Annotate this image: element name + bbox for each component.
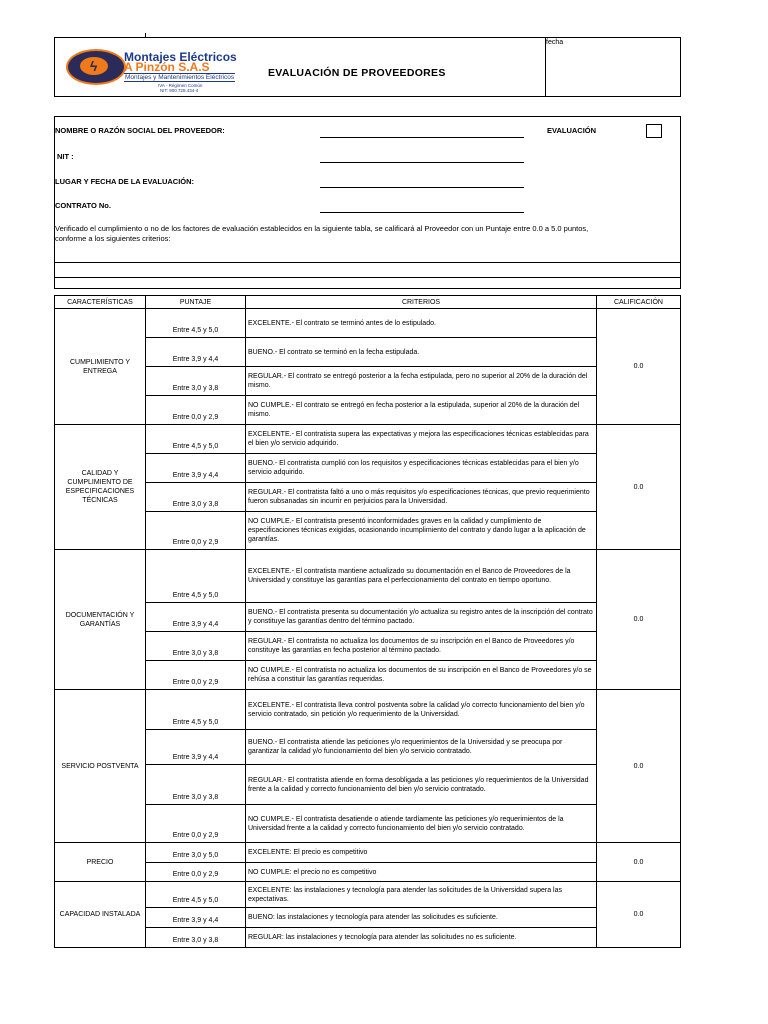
puntaje-cell: Entre 4,5 y 5,0 [146, 882, 246, 908]
criterio-cell: NO CUMPLE: el precio no es competitivo [246, 863, 597, 882]
company-tagline: Montajes y Mantenimientos Eléctricos [125, 74, 235, 81]
lightning-bolt-icon: ϟ [90, 58, 98, 74]
evaluation-score-box[interactable] [646, 124, 662, 138]
provider-name-field[interactable] [320, 137, 524, 138]
criterio-cell: NO CUMPLE.- El contrato se entregó en fecha posterior a la estipulada, superior al 20% de la duración del mismo. [246, 396, 597, 425]
page-title: EVALUACIÓN DE PROVEEDORES [268, 67, 446, 79]
score-documentacion[interactable]: 0.0 [597, 550, 681, 690]
criterio-cell: REGULAR: las instalaciones y tecnología para atender las solicitudes no es suficiente. [246, 928, 597, 948]
header-criterios: CRITERIOS [246, 296, 597, 309]
puntaje-cell: Entre 4,5 y 5,0 [146, 550, 246, 603]
criterio-cell: EXCELENTE.- El contrato se terminó antes de lo estipulado. [246, 309, 597, 338]
score-cumplimiento[interactable]: 0.0 [597, 309, 681, 425]
puntaje-cell: Entre 3,0 y 3,8 [146, 483, 246, 512]
puntaje-cell: Entre 3,9 y 4,4 [146, 908, 246, 928]
evaluation-table [54, 295, 681, 948]
puntaje-cell: Entre 3,0 y 5,0 [146, 843, 246, 863]
puntaje-cell: Entre 3,0 y 3,8 [146, 765, 246, 805]
fecha-label: fecha [546, 39, 564, 46]
score-capacidad[interactable]: 0.0 [597, 882, 681, 948]
criterio-cell: BUENO: las instalaciones y tecnología para atender las solicitudes es suficiente. [246, 908, 597, 928]
criterio-cell: EXCELENTE: El precio es competitivo [246, 843, 597, 863]
puntaje-cell: Entre 0,0 y 2,9 [146, 512, 246, 550]
company-name-line2: A Pinzón S.A.S [124, 60, 210, 74]
contract-field[interactable] [320, 212, 524, 213]
category-precio: PRECIO [55, 843, 146, 882]
puntaje-cell: Entre 0,0 y 2,9 [146, 805, 246, 843]
puntaje-cell: Entre 4,5 y 5,0 [146, 425, 246, 454]
score-postventa[interactable]: 0.0 [597, 690, 681, 843]
place-date-field[interactable] [320, 187, 524, 188]
criterio-cell: EXCELENTE.- El contratista lleva control postventa sobre la calidad y/o correcto funcionamiento del bien y/o servicio contratado, sin petición y/o requerimiento de la Universidad. [246, 690, 597, 730]
criterio-cell: BUENO.- El contratista presenta su documentación y/o actualiza su registro antes de la inscripción del contrato y constituye las garantías dentro del término pactado. [246, 603, 597, 632]
category-cumplimiento: CUMPLIMIENTO Y ENTREGA [55, 309, 146, 425]
criterio-cell: EXCELENTE.- El contratista supera las expectativas y mejora las especificaciones técnicas establecidas para el bien y/o servicio adquirido. [246, 425, 597, 454]
score-precio[interactable]: 0.0 [597, 843, 681, 882]
header-puntaje: PUNTAJE [146, 296, 246, 309]
puntaje-cell: Entre 3,9 y 4,4 [146, 338, 246, 367]
criterio-cell: BUENO.- El contrato se terminó en la fecha estipulada. [246, 338, 597, 367]
puntaje-cell: Entre 0,0 y 2,9 [146, 396, 246, 425]
criterio-cell: NO CUMPLE.- El contratista presentó inconformidades graves en la calidad y cumplimiento de especificaciones técnicas exigidas, ocasionando incumplimiento del contrato y dando lugar a la aplicación de garantías. [246, 512, 597, 550]
header-caracteristicas: CARACTERÍSTICAS [55, 296, 146, 309]
puntaje-cell: Entre 4,5 y 5,0 [146, 309, 246, 338]
criterio-cell: EXCELENTE.- El contratista mantiene actualizado su documentación en el Banco de Proveedores de la Universidad y constituye las garantías para el perfeccionamiento del contrato en tiempo oportuno. [246, 550, 597, 603]
instructions-text: Verificado el cumplimiento o no de los factores de evaluación establecidos en la siguiente tabla, se calificará al Proveedor con un Puntaje entre 0.0 a 5.0 puntos, conforme a los siguientes criterios: [55, 224, 589, 243]
contract-label: CONTRATO No. [55, 201, 111, 210]
header-calificacion: CALIFICACIÓN [597, 296, 681, 309]
puntaje-cell: Entre 3,9 y 4,4 [146, 454, 246, 483]
puntaje-cell: Entre 3,0 y 3,8 [146, 632, 246, 661]
puntaje-cell: Entre 4,5 y 5,0 [146, 690, 246, 730]
category-postventa: SERVICIO POSTVENTA [55, 690, 146, 843]
score-calidad[interactable]: 0.0 [597, 425, 681, 550]
criterio-cell: BUENO.- El contratista cumplió con los requisitos y especificaciones técnicas establecidas para el bien y/o servicio adquirido. [246, 454, 597, 483]
puntaje-cell: Entre 3,9 y 4,4 [146, 603, 246, 632]
puntaje-cell: Entre 3,9 y 4,4 [146, 730, 246, 765]
provider-name-label: NOMBRE O RAZÓN SOCIAL DEL PROVEEDOR: [55, 126, 225, 135]
puntaje-cell: Entre 3,0 y 3,8 [146, 367, 246, 396]
nit-field[interactable] [320, 162, 524, 163]
place-date-label: LUGAR Y FECHA DE LA EVALUACIÓN: [55, 177, 195, 186]
evaluation-label: EVALUACIÓN [547, 126, 597, 135]
criterio-cell: NO CUMPLE.- El contratista no actualiza los documentos de su inscripción en el Banco de Proveedores y/o se rehúsa a constituir las garantías requeridas. [246, 661, 597, 690]
criterio-cell: NO CUMPLE.- El contratista desatiende o atiende tardíamente las peticiones y/o requerimientos de la Universidad frente a la calidad y correcto funcionamiento del bien y/o servicio contratado. [246, 805, 597, 843]
company-nit: NIT: 900.728.434-4 [160, 88, 199, 93]
criterio-cell: REGULAR.- El contratista faltó a uno o más requisitos y/o especificaciones técnicas, que previo requerimiento fueron subsanadas sin incurrir en perjuicios para la Universidad. [246, 483, 597, 512]
nit-label: NIT : [57, 152, 74, 161]
company-logo [66, 49, 126, 85]
criterio-cell: REGULAR.- El contratista atiende en forma desobligada a las peticiones y/o requerimientos de la Universidad frente a la calidad y correcto funcionamiento del bien y/o servicio contratado. [246, 765, 597, 805]
criterio-cell: REGULAR.- El contrato se entregó posterior a la fecha estipulada, pero no superior al 20% de la duración del mismo. [246, 367, 597, 396]
criterio-cell: EXCELENTE: las instalaciones y tecnología para atender las solicitudes de la Universidad supera las expectativas. [246, 882, 597, 908]
criterio-cell: BUENO.- El contratista atiende las peticiones y/o requerimientos de la Universidad y se preocupa por garantizar la calidad y/o funcionamiento del bien y/o servicio contratado. [246, 730, 597, 765]
puntaje-cell: Entre 0,0 y 2,9 [146, 661, 246, 690]
category-calidad: CALIDAD Y CUMPLIMIENTO DE ESPECIFICACIONES TÉCNICAS [55, 425, 146, 550]
category-documentacion: DOCUMENTACIÓN Y GARANTÍAS [55, 550, 146, 690]
company-name-line1: Montajes Eléctricos [124, 50, 237, 64]
criterio-cell: REGULAR.- El contratista no actualiza los documentos de su inscripción en el Banco de Proveedores y/o constituye las garantías en fecha posterior al término pactado. [246, 632, 597, 661]
puntaje-cell: Entre 0,0 y 2,9 [146, 863, 246, 882]
puntaje-cell: Entre 3,0 y 3,8 [146, 928, 246, 948]
company-regime: IVA - Régimen Común [158, 83, 203, 88]
category-capacidad: CAPACIDAD INSTALADA [55, 882, 146, 948]
